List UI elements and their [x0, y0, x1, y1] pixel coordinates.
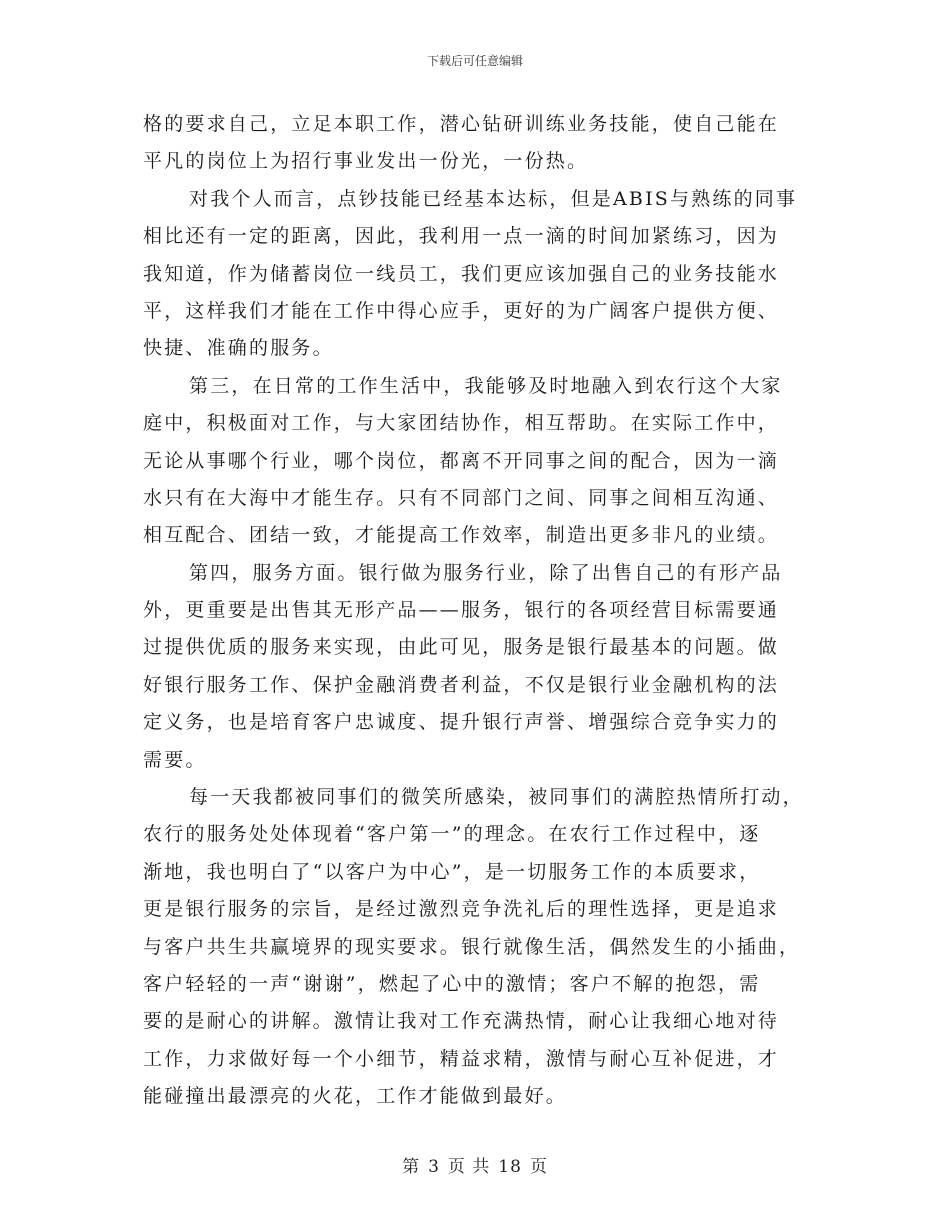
text-line: 与客户共生共赢境界的现实要求。银行就像生活，偶然发生的小插曲， — [143, 935, 801, 958]
text-line: 能碰撞出最漂亮的火花，工作才能做到最好。 — [143, 1085, 568, 1108]
text-line: 第三，在日常的工作生活中，我能够及时地融入到农行这个大家 — [189, 374, 783, 397]
text-line: 好银行服务工作、保护金融消费者利益，不仅是银行业金融机构的法 — [143, 673, 780, 696]
text-line: 每一天我都被同事们的微笑所感染，被同事们的满腔热情所打动， — [189, 786, 804, 809]
text-line: 外，更重要是出售其无形产品——服务，银行的各项经营目标需要通 — [143, 599, 780, 622]
text-line: 相互配合、团结一致，才能提高工作效率，制造出更多非凡的业绩。 — [143, 524, 780, 547]
text-line: 过提供优质的服务来实现，由此可见，服务是银行最基本的问题。做 — [143, 636, 780, 659]
text-line: 格的要求自己，立足本职工作，潜心钻研训练业务技能，使自己能在 — [143, 113, 780, 135]
text-line: 相比还有一定的距离，因此，我利用一点一滴的时间加紧练习，因为 — [143, 225, 780, 248]
footer-page-number: 3 — [428, 1157, 440, 1177]
text-line: 水只有在大海中才能生存。只有不同部门之间、同事之间相互沟通、 — [143, 486, 780, 509]
footer-total-pages: 18 — [498, 1157, 522, 1177]
document-body — [143, 106, 805, 1116]
page-footer — [0, 1152, 950, 1177]
footer-middle: 页 共 — [447, 1157, 491, 1177]
text-line: 快捷、准确的服务。 — [143, 337, 334, 360]
text-line: 要的是耐心的讲解。激情让我对工作充满热情，耐心让我细心地对待 — [143, 1010, 780, 1033]
text-line: 客户轻轻的一声“谢谢”，燃起了心中的激情；客户不解的抱怨，需 — [143, 972, 761, 995]
text-line: 平凡的岗位上为招行事业发出一份光，一份热。 — [143, 150, 589, 173]
text-line: 工作，力求做好每一个小细节，精益求精，激情与耐心互补促进，才 — [143, 1047, 780, 1070]
text-line: 第四，服务方面。银行做为服务行业，除了出售自己的有形产品 — [189, 561, 783, 584]
text-line: 更是银行服务的宗旨，是经过激烈竞争洗礼后的理性选择，更是追求 — [143, 898, 780, 921]
text-line: 我知道，作为储蓄岗位一线员工，我们更应该加强自己的业务技能水 — [143, 262, 780, 285]
text-line: 庭中，积极面对工作，与大家团结协作，相互帮助。在实际工作中， — [143, 412, 780, 435]
text-line: 需要。 — [143, 748, 207, 771]
text-line: 定义务，也是培育客户忠诚度、提升银行声誉、增强综合竞争实力的 — [143, 711, 780, 734]
text-line: 农行的服务处处体现着“客户第一”的理念。在农行工作过程中，逐 — [143, 823, 761, 846]
text-line: 对我个人而言，点钞技能已经基本达标，但是ABIS与熟练的同事 — [189, 187, 798, 210]
text-line: 无论从事哪个行业，哪个岗位，都离不开同事之间的配合，因为一滴 — [143, 449, 780, 472]
page-header-note: 下载后可任意编辑 — [426, 54, 523, 68]
footer-suffix: 页 — [529, 1157, 548, 1177]
text-line: 渐地，我也明白了“以客户为中心”，是一切服务工作的本质要求， — [143, 860, 761, 883]
text-line: 平，这样我们才能在工作中得心应手，更好的为广阔客户提供方便、 — [143, 299, 780, 322]
footer-prefix: 第 — [402, 1157, 421, 1177]
